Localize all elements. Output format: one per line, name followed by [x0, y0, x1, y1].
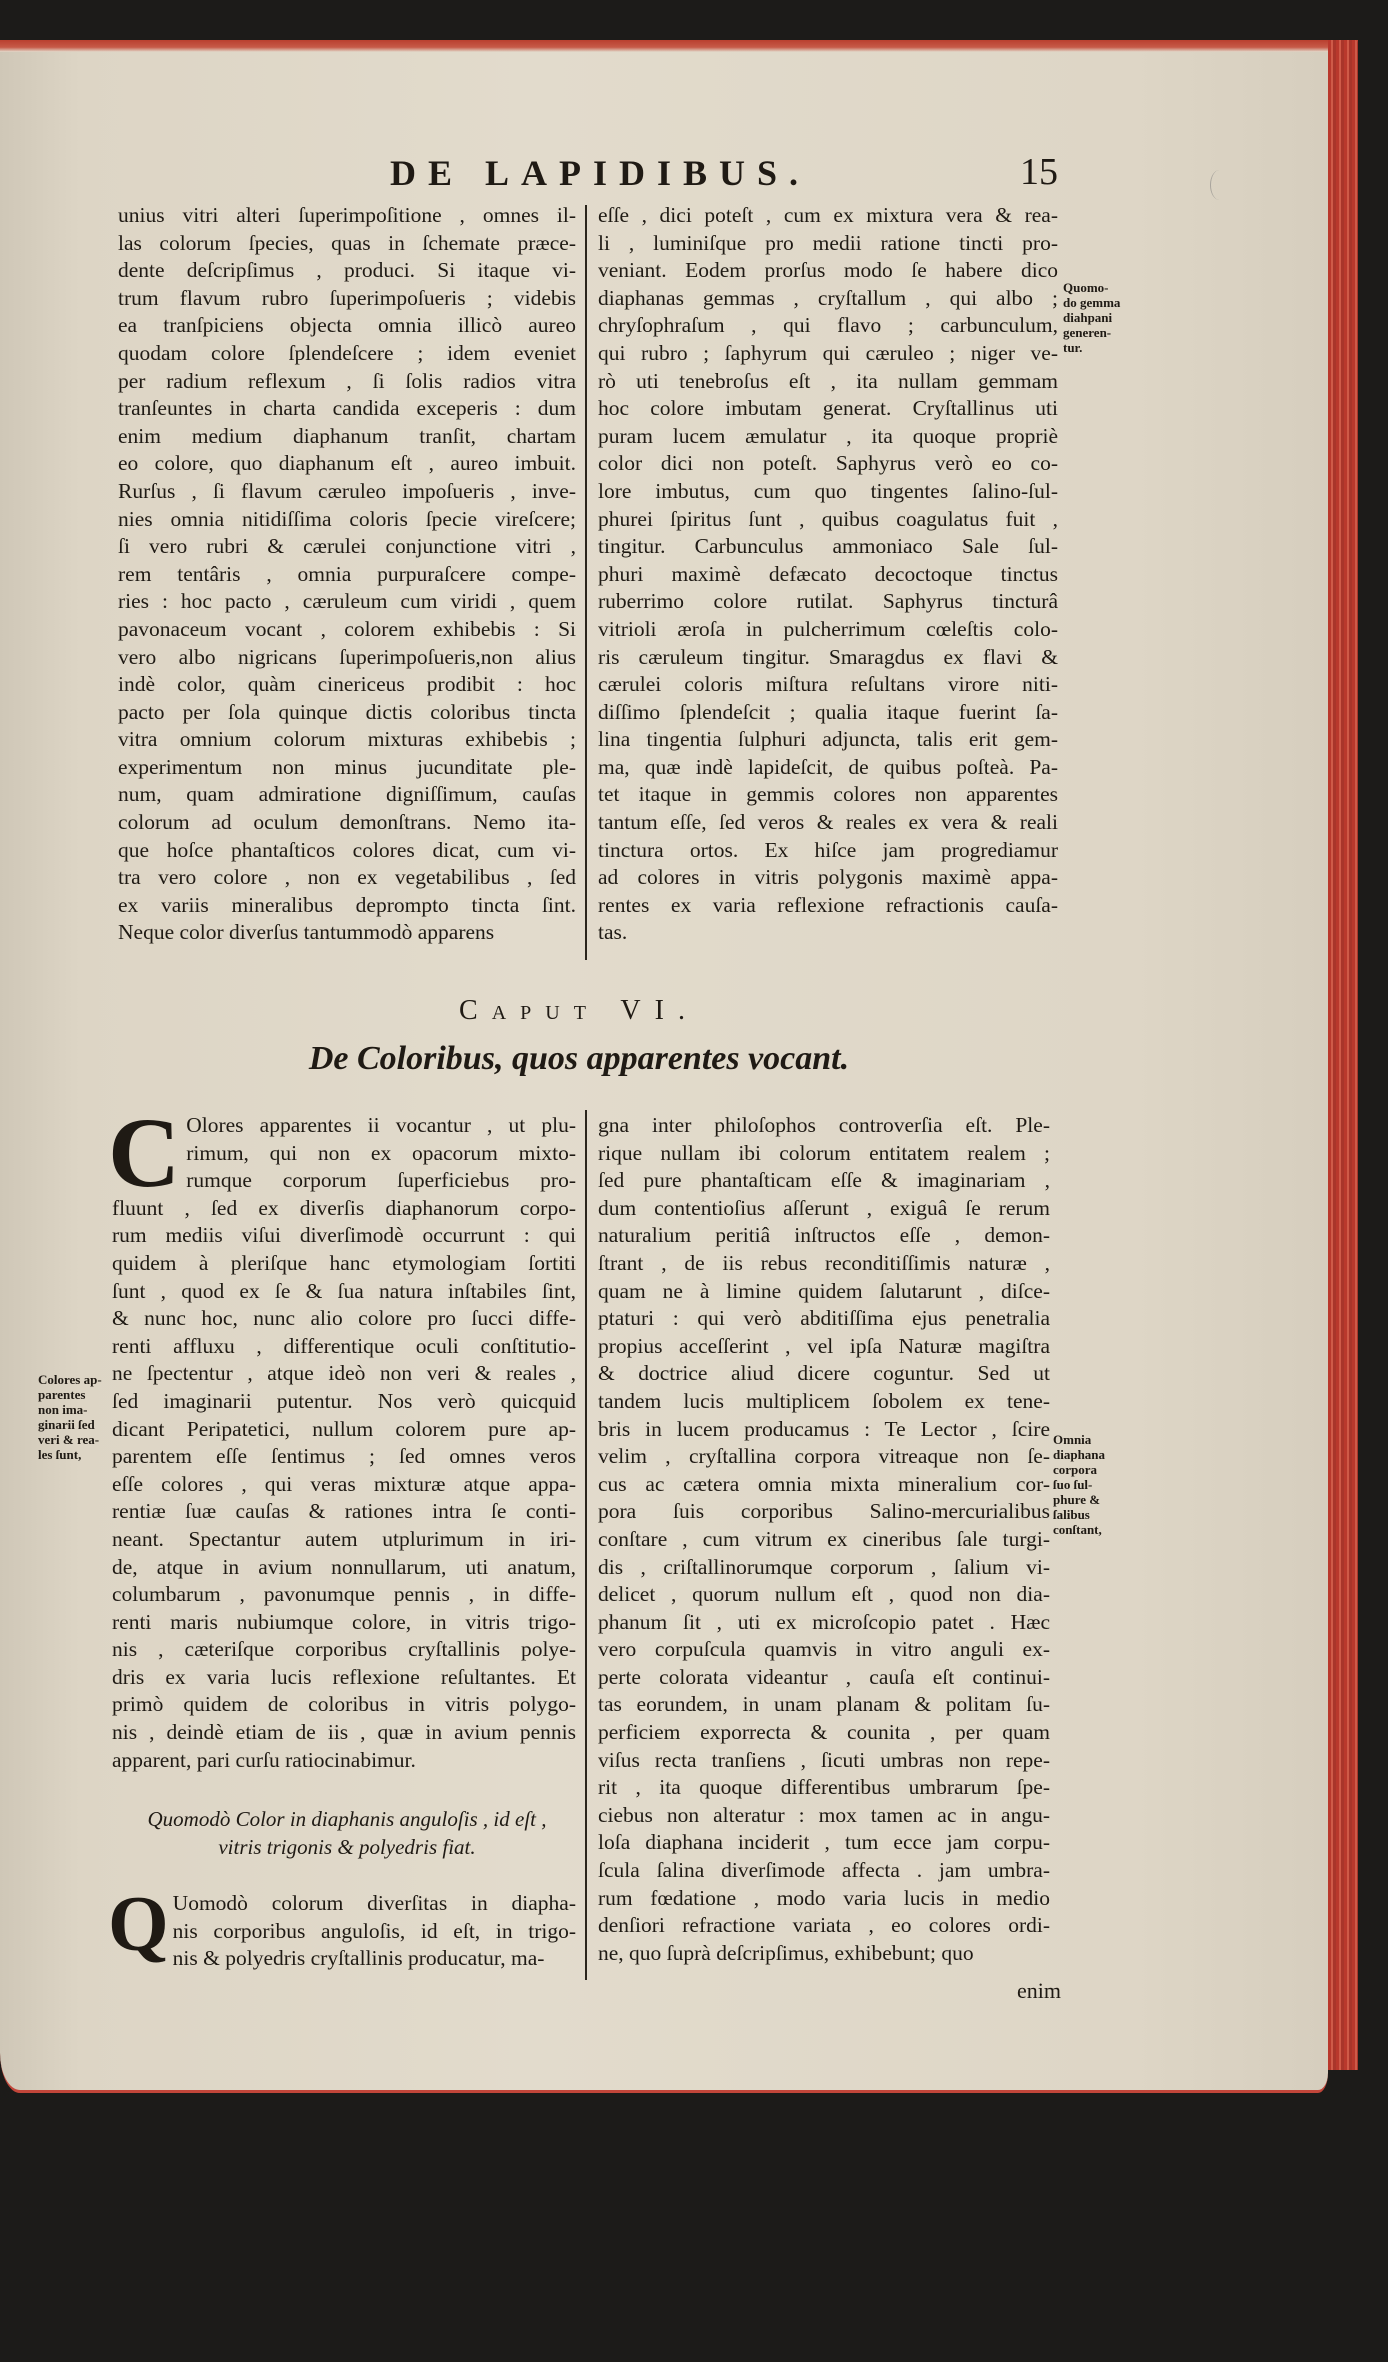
- text-line: rentes ex varia reflexione refractionis cauſa-: [598, 892, 1058, 917]
- text-line: hoc colore imbutam generat. Cryſtallinus uti: [598, 396, 1058, 421]
- chapter-title: De Coloribus, quos apparentes vocant.: [308, 1040, 850, 1077]
- text-line: fluunt , ſed ex diverſis diaphanorum corpo-: [112, 1195, 576, 1220]
- margin-note-line: conſtant,: [1053, 1522, 1102, 1537]
- margin-note-line: phure &: [1053, 1492, 1101, 1507]
- text-line: rum mediis viſui diverſimodè occurrunt : qui: [112, 1223, 576, 1248]
- text-line: ſi vero rubri & cærulei conjunctione vitri ,: [118, 534, 576, 559]
- text-line: ma, quæ indè lapideſcit, de quibus poſteà. Pa-: [598, 754, 1058, 779]
- margin-note-gemstones: [1063, 280, 1143, 355]
- text-line: viſus recta tranſiens , ſicuti umbras non repe-: [598, 1747, 1050, 1772]
- text-line: eſſe , dici poteſt , cum ex mixtura vera & rea-: [598, 203, 1058, 227]
- drop-cap-q: Q: [108, 1880, 169, 1967]
- text-line: tra vero colore , non ex vegetabilibus , ſed: [118, 865, 576, 890]
- text-line: puram lucem æmulatur , ita quoque propriè: [598, 423, 1058, 448]
- upper-left-column: [118, 202, 576, 947]
- text-line: rentiæ ſuæ cauſas & rationes intra ſe conti-: [112, 1499, 576, 1524]
- catchword: enim: [1017, 1978, 1061, 2003]
- text-line: eo colore, quo diaphanum eſt , aureo imbuit.: [118, 451, 576, 476]
- text-line: delicet , quorum nullum eſt , quod non dia-: [598, 1582, 1050, 1607]
- text-line: Neque color diverſus tantummodò apparens: [118, 920, 495, 945]
- text-line: ruberrimo colore rutilat. Saphyrus tincturâ: [598, 589, 1058, 614]
- text-line: primò quidem de coloribus in vitris polygo-: [112, 1692, 576, 1717]
- text-line: diſſimo ſplendeſcit ; qualia itaque fuerint ſa-: [598, 699, 1058, 724]
- page-fore-edge: [1328, 40, 1358, 2070]
- text-line: Olores apparentes ii vocantur , ut plu-: [186, 1113, 576, 1137]
- text-line: rem tentâris , omnia purpuraſcere compe-: [118, 561, 576, 586]
- text-line: tingitur. Carbunculus ammoniaco Sale ſul-: [598, 534, 1058, 559]
- text-line: columbarum , pavonumque pennis , in diffe-: [112, 1582, 576, 1607]
- text-line: ſtrant , de iis rebus reconditiſſimis naturæ ,: [598, 1250, 1050, 1275]
- pencil-mark: [1210, 170, 1229, 200]
- text-line: & doctrice aliud dicere coguntur. Sed ut: [598, 1361, 1050, 1386]
- lower-left-column: [108, 1097, 576, 1774]
- text-line: pora ſuis corporibus Salino-mercurialibus: [598, 1499, 1050, 1524]
- text-line: num, quam admiratione digniſſimum, cauſas: [118, 782, 576, 807]
- text-line: rò uti tenebroſus eſt , ita nullam gemmam: [598, 368, 1058, 393]
- text-line: bris in lucem producamus : Te Lector , ſcire: [598, 1416, 1050, 1441]
- margin-note-omnia: [1053, 1432, 1129, 1537]
- upper-right-column: [598, 202, 1058, 947]
- text-line: Uomodò colorum diverſitas in diapha-: [172, 1891, 576, 1915]
- text-line: eſſe colores , qui veras mixturæ atque appa-: [112, 1471, 576, 1496]
- text-line: tinctura ortos. Ex hiſce jam progrediamur: [598, 837, 1058, 862]
- margin-note-line: Quomo-: [1063, 280, 1109, 295]
- text-line: ciebus non alteratur : mox tamen ac in angu-: [598, 1802, 1050, 1827]
- text-line: ſcula ſalina diverſimode affecta . jam umbra-: [598, 1858, 1050, 1883]
- text-line: veniant. Eodem prorſus modo ſe habere dico: [598, 258, 1058, 283]
- text-line: cærulei coloris miſtura reſultans virore niti-: [598, 672, 1058, 697]
- margin-note-line: generen-: [1063, 325, 1112, 340]
- text-line: nis & polyedris cryſtallinis producatur, ma-: [172, 1946, 545, 1971]
- text-line: tandem lucis multiplicem ſobolem ex tene-: [598, 1388, 1050, 1413]
- text-line: color dici non poteſt. Saphyrus verò eo co-: [598, 451, 1058, 476]
- running-head: DE LAPIDIBUS.: [390, 153, 811, 193]
- margin-note-line: les ſunt,: [38, 1447, 82, 1462]
- heading-line: vitris trigonis & polyedris fiat.: [218, 1835, 476, 1859]
- text-line: ſed imaginarii putentur. Nos verò quicquid: [112, 1388, 576, 1413]
- text-line: & nunc hoc, nunc alio colore pro ſucci diffe-: [112, 1306, 576, 1331]
- column-rule-lower: [585, 1110, 587, 1980]
- text-line: quidem à pleriſque hanc etymologiam ſortiti: [112, 1250, 576, 1275]
- page-top-edge: [0, 40, 1358, 52]
- heading-line: Quomodò Color in diaphanis anguloſis , id eſt ,: [147, 1807, 547, 1831]
- text-line: indè color, quàm cinericeus prodibit : hoc: [118, 672, 576, 697]
- text-line: chryſophraſum , qui flavo ; carbunculum,: [598, 313, 1058, 338]
- margin-note-line: ginarii ſed: [38, 1417, 95, 1432]
- text-line: naturalium peritiâ inſtructos eſſe , demon-: [598, 1223, 1050, 1248]
- text-line: tas eorundem, in unam planam & politam ſu-: [598, 1692, 1050, 1717]
- text-line: vero corpuſcula quamvis in vitro anguli ex-: [598, 1637, 1050, 1662]
- text-line: ne ſpectentur , atque ideò non veri & reales ,: [112, 1361, 576, 1386]
- lower-right-column: [598, 1112, 1050, 1967]
- text-line: loſa diaphana inciderit , tum ecce jam corpu-: [598, 1830, 1050, 1855]
- margin-note-line: Omnia: [1053, 1432, 1092, 1447]
- text-line: velim , cryſtallina corpora vitreaque non ſe-: [598, 1444, 1050, 1469]
- text-line: vitra omnium colorum mixturas exhibebis ;: [118, 727, 576, 752]
- text-line: per radium reflexum , ſi ſolis radios vitra: [118, 368, 576, 393]
- margin-note-line: tur.: [1063, 340, 1083, 355]
- margin-note-line: corpora: [1053, 1462, 1098, 1477]
- text-line: tantum eſſe, ſed veros & reales ex vera & reali: [598, 810, 1058, 835]
- text-line: vero albo nigricans ſuperimpoſueris,non alius: [118, 644, 576, 669]
- margin-note-line: diahpani: [1063, 310, 1113, 325]
- text-line: quam ne à limine quidem ſalutarunt , diſce-: [598, 1278, 1050, 1303]
- text-line: dente deſcripſimus , produci. Si itaque vi-: [118, 258, 576, 283]
- text-line: conſtare , cum vitrum ex cineribus ſale turgi-: [598, 1526, 1050, 1551]
- text-line: pavonaceum vocant , colorem exhibebis : Si: [118, 616, 576, 641]
- text-line: dis , criſtallinorumque corporum , ſalium vi-: [598, 1554, 1050, 1579]
- text-line: las colorum ſpecies, quas in ſchemate præce-: [118, 230, 576, 255]
- text-line: cus ac cætera omnia mixta mineralium cor-: [598, 1471, 1050, 1496]
- text-line: tranſeuntes in charta candida exceperis : dum: [118, 396, 576, 421]
- text-line: renti affluxu , differentique oculi conſtitutio-: [112, 1333, 576, 1358]
- drop-cap: C: [108, 1097, 181, 1208]
- text-line: neant. Spectantur autem utplurimum in iri-: [112, 1526, 576, 1551]
- margin-note-line: diaphana: [1053, 1447, 1106, 1462]
- text-line: colorum ad oculum demonſtrans. Nemo ita-: [118, 810, 576, 835]
- text-line: pacto per ſola quinque dictis coloribus tincta: [118, 699, 576, 724]
- text-line: phuri maximè defæcato decoctoque tinctus: [598, 561, 1058, 586]
- page-number: 15: [1020, 151, 1058, 193]
- margin-note-line: veri & rea-: [38, 1432, 100, 1447]
- text-line: qui rubro ; ſaphyrum qui cæruleo ; niger ve-: [598, 340, 1058, 365]
- text-line: nis , deindè etiam de iis , quæ in avium pennis: [112, 1720, 576, 1745]
- text-line: parentem eſſe ſentimus ; ſed omnes veros: [112, 1444, 576, 1469]
- text-line: propius acceſſerint , vel ipſa Naturæ magiſtra: [598, 1333, 1050, 1358]
- text-line: perficiem exporrecta & counita , per quam: [598, 1720, 1050, 1745]
- text-line: phanum ſit , uti ex microſcopio patet . Hæc: [598, 1609, 1050, 1634]
- text-line: diaphanas gemmas , cryſtallum , qui albo ;: [598, 285, 1058, 310]
- text-line: quodam colore ſplendeſcere ; idem eveniet: [118, 340, 576, 365]
- column-rule-upper: [585, 205, 587, 960]
- margin-note-line: ſalibus: [1053, 1507, 1090, 1522]
- chapter-number: Caput VI.: [459, 995, 699, 1026]
- text-line: rique nullam ibi colorum entitatem realem ;: [598, 1140, 1050, 1165]
- text-line: nies omnia nitidiſſima coloris ſpecie vireſcere;: [118, 506, 576, 531]
- text-line: enim medium diaphanum tranſit, chartam: [118, 423, 576, 448]
- section-text: [108, 1880, 576, 1973]
- text-line: lina tingentia ſulphuri adjuncta, talis erit gem-: [598, 727, 1058, 752]
- text-line: que hoſce phantaſticos colores dicat, cum vi-: [118, 837, 576, 862]
- text-line: ex variis mineralibus deprompto tincta ſint.: [118, 892, 576, 917]
- text-line: lore imbutus, cum quo tingentes ſalino-ſul-: [598, 478, 1058, 503]
- text-line: ſunt , quod ex ſe & ſua natura inſtabiles ſint,: [112, 1278, 576, 1303]
- text-line: de, atque in avium nonnullarum, uti anatum,: [112, 1554, 576, 1579]
- text-line: phurei ſpiritus ſunt , quibus coagulatus fuit ,: [598, 506, 1058, 531]
- text-line: rimum, qui non ex opacorum mixto-: [186, 1140, 576, 1165]
- text-line: ptaturi : qui verò abditiſſima ejus penetralia: [598, 1306, 1050, 1331]
- margin-note-line: parentes: [38, 1387, 86, 1402]
- text-line: rit , ita quoque differentibus umbrarum ſpe-: [598, 1775, 1050, 1800]
- margin-note-line: non ima-: [38, 1402, 88, 1417]
- text-line: denſiori refractione variata , eo colores ordi-: [598, 1913, 1050, 1938]
- text-line: perte colorata videantur , cauſa eſt continui-: [598, 1664, 1050, 1689]
- margin-note-colores: [38, 1372, 112, 1462]
- text-line: gna inter philoſophos controverſia eſt. Ple-: [598, 1113, 1050, 1137]
- text-line: ad colores in vitris polygonis maximè appa-: [598, 865, 1058, 890]
- text-line: dicant Peripatetici, nullum colorem pure ap-: [112, 1416, 576, 1441]
- text-line: Rurſus , ſi flavum cæruleo impoſueris , inve-: [118, 478, 576, 503]
- text-line: ea tranſpiciens objecta omnia illicò aureo: [118, 313, 576, 338]
- text-line: ſed pure phantaſticam eſſe & imaginariam ,: [598, 1168, 1050, 1193]
- text-line: nis , cæteriſque corporibus cryſtallinis polye-: [112, 1637, 576, 1662]
- margin-note-line: ſuo ſul-: [1053, 1477, 1093, 1492]
- text-line: rumque corporum ſuperficiebus pro-: [186, 1168, 576, 1193]
- text-line: trum flavum rubro ſuperimpoſueris ; videbis: [118, 285, 576, 310]
- text-line: tas.: [598, 920, 628, 945]
- margin-note-line: do gemma: [1063, 295, 1121, 310]
- text-line: unius vitri alteri ſuperimpoſitione , omnes il-: [118, 203, 576, 227]
- text-line: dris ex varia lucis reflexione reſultantes. Et: [112, 1664, 576, 1689]
- text-line: nis corporibus anguloſis, id eſt, in trigo-: [172, 1918, 576, 1943]
- text-line: experimentum non minus jucunditate ple-: [118, 754, 576, 779]
- text-line: tet itaque in gemmis colores non apparentes: [598, 782, 1058, 807]
- text-line: ries : hoc pacto , cæruleum cum viridi , quem: [118, 589, 576, 614]
- text-line: rum fœdatione , modo varia lucis in medio: [598, 1885, 1050, 1910]
- text-line: apparent, pari curſu ratiocinabimur.: [112, 1747, 416, 1772]
- text-line: ris cæruleum tingitur. Smaragdus ex flavi &: [598, 644, 1058, 669]
- text-line: li , luminiſque pro medii ratione tincti pro-: [598, 230, 1058, 255]
- text-line: ne, quo ſuprà deſcripſimus, exhibebunt; quo: [598, 1940, 974, 1965]
- text-line: vitrioli æroſa in pulcherrimum cœleſtis colo-: [598, 616, 1058, 641]
- text-line: renti maris nubiumque colore, in vitris trigo-: [112, 1609, 576, 1634]
- margin-note-line: Colores ap-: [38, 1372, 102, 1387]
- text-line: dum contentioſius aſſerunt , exiguâ ſe rerum: [598, 1195, 1050, 1220]
- section-heading: [112, 1805, 582, 1861]
